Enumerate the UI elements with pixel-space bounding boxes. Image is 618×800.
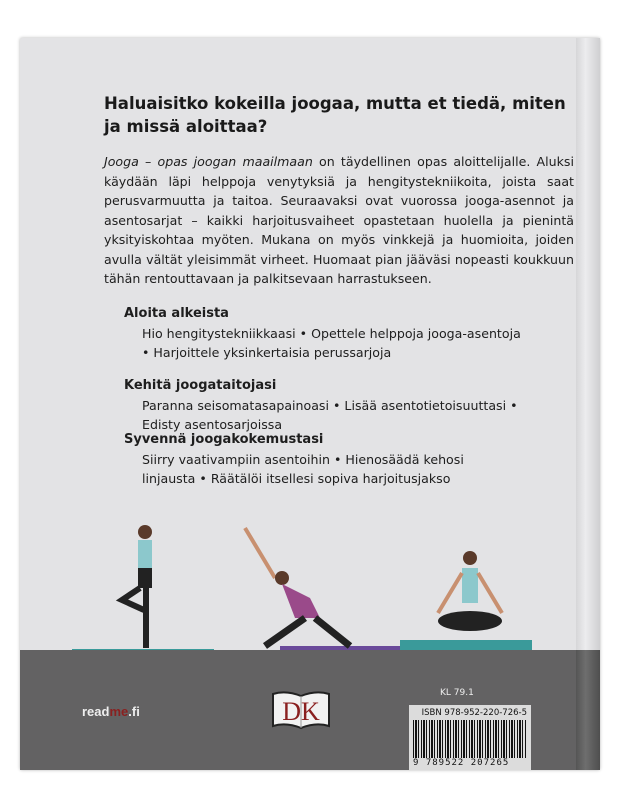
cover-heading: Haluaisitko kokeilla joogaa, mutta et tiedä, miten ja missä aloittaa? (104, 94, 566, 136)
isbn-barcode (409, 705, 531, 770)
section-deepen (124, 430, 514, 489)
spine-edge (576, 650, 600, 770)
dk-logo-text: DK (282, 697, 320, 726)
logo-part: me (109, 704, 129, 719)
dk-logo (270, 688, 332, 732)
section-title: Syvennä joogakokemustasi (124, 432, 324, 447)
intro-body: on täydellinen opas aloittelijalle. Aluksi käydään läpi helppoja venytyksiä ja hengitystekniikoita, joista saat perusvarmuutta ja taitoa. Seuraavaksi ovat vuorossa jooga-asennot ja asentosarjat – kaikki harjoitusvaiheet opastetaan huolella ja pienintä yksityiskohtaa myöten. Mukana on myös vinkkejä ja huomioita, joiden avulla vältät yleisimmät virheet. Huomaat pian jääväsi nopeasti koukkuun tähän rentouttavaan ja palkitsevaan harrastukseen. (104, 154, 574, 286)
yoga-figures-photo (70, 518, 580, 658)
barcode-number: 9 789522 207265 (413, 758, 510, 768)
section-basics (124, 304, 524, 363)
section-title: Aloita alkeista (124, 306, 229, 321)
logo-part: .fi (128, 704, 140, 719)
classification-code: KL 79.1 (440, 688, 474, 698)
yoga-mat-teal (400, 640, 532, 650)
section-develop (124, 376, 524, 435)
isbn-text: ISBN 978-952-220-726-5 (421, 708, 527, 718)
logo-part: read (82, 704, 110, 719)
barcode-bars (413, 720, 527, 758)
book-title: Jooga – opas joogan maailmaan (104, 154, 313, 169)
tree-pose-figure (122, 525, 152, 648)
section-text: Hio hengitystekniikkaasi • Opettele helppoja jooga-asentoja • Harjoittele yksinkertaisia perussarjoja (142, 325, 521, 360)
section-text: Siirry vaativampiin asentoihin • Hienosäädä kehosi linjausta • Räätälöi itsellesi sopiva harjoitusjakso (142, 451, 464, 486)
readme-logo (82, 704, 140, 719)
section-text: Paranna seisomatasapainoasi • Lisää asentotietoisuuttasi • Edisty asentosarjoissa (142, 397, 518, 432)
section-title: Kehitä joogataitojasi (124, 378, 277, 393)
intro-text (104, 152, 574, 289)
triangle-pose-figure (245, 528, 350, 646)
book-back-cover (20, 38, 600, 770)
seated-meditation-figure (438, 551, 502, 631)
